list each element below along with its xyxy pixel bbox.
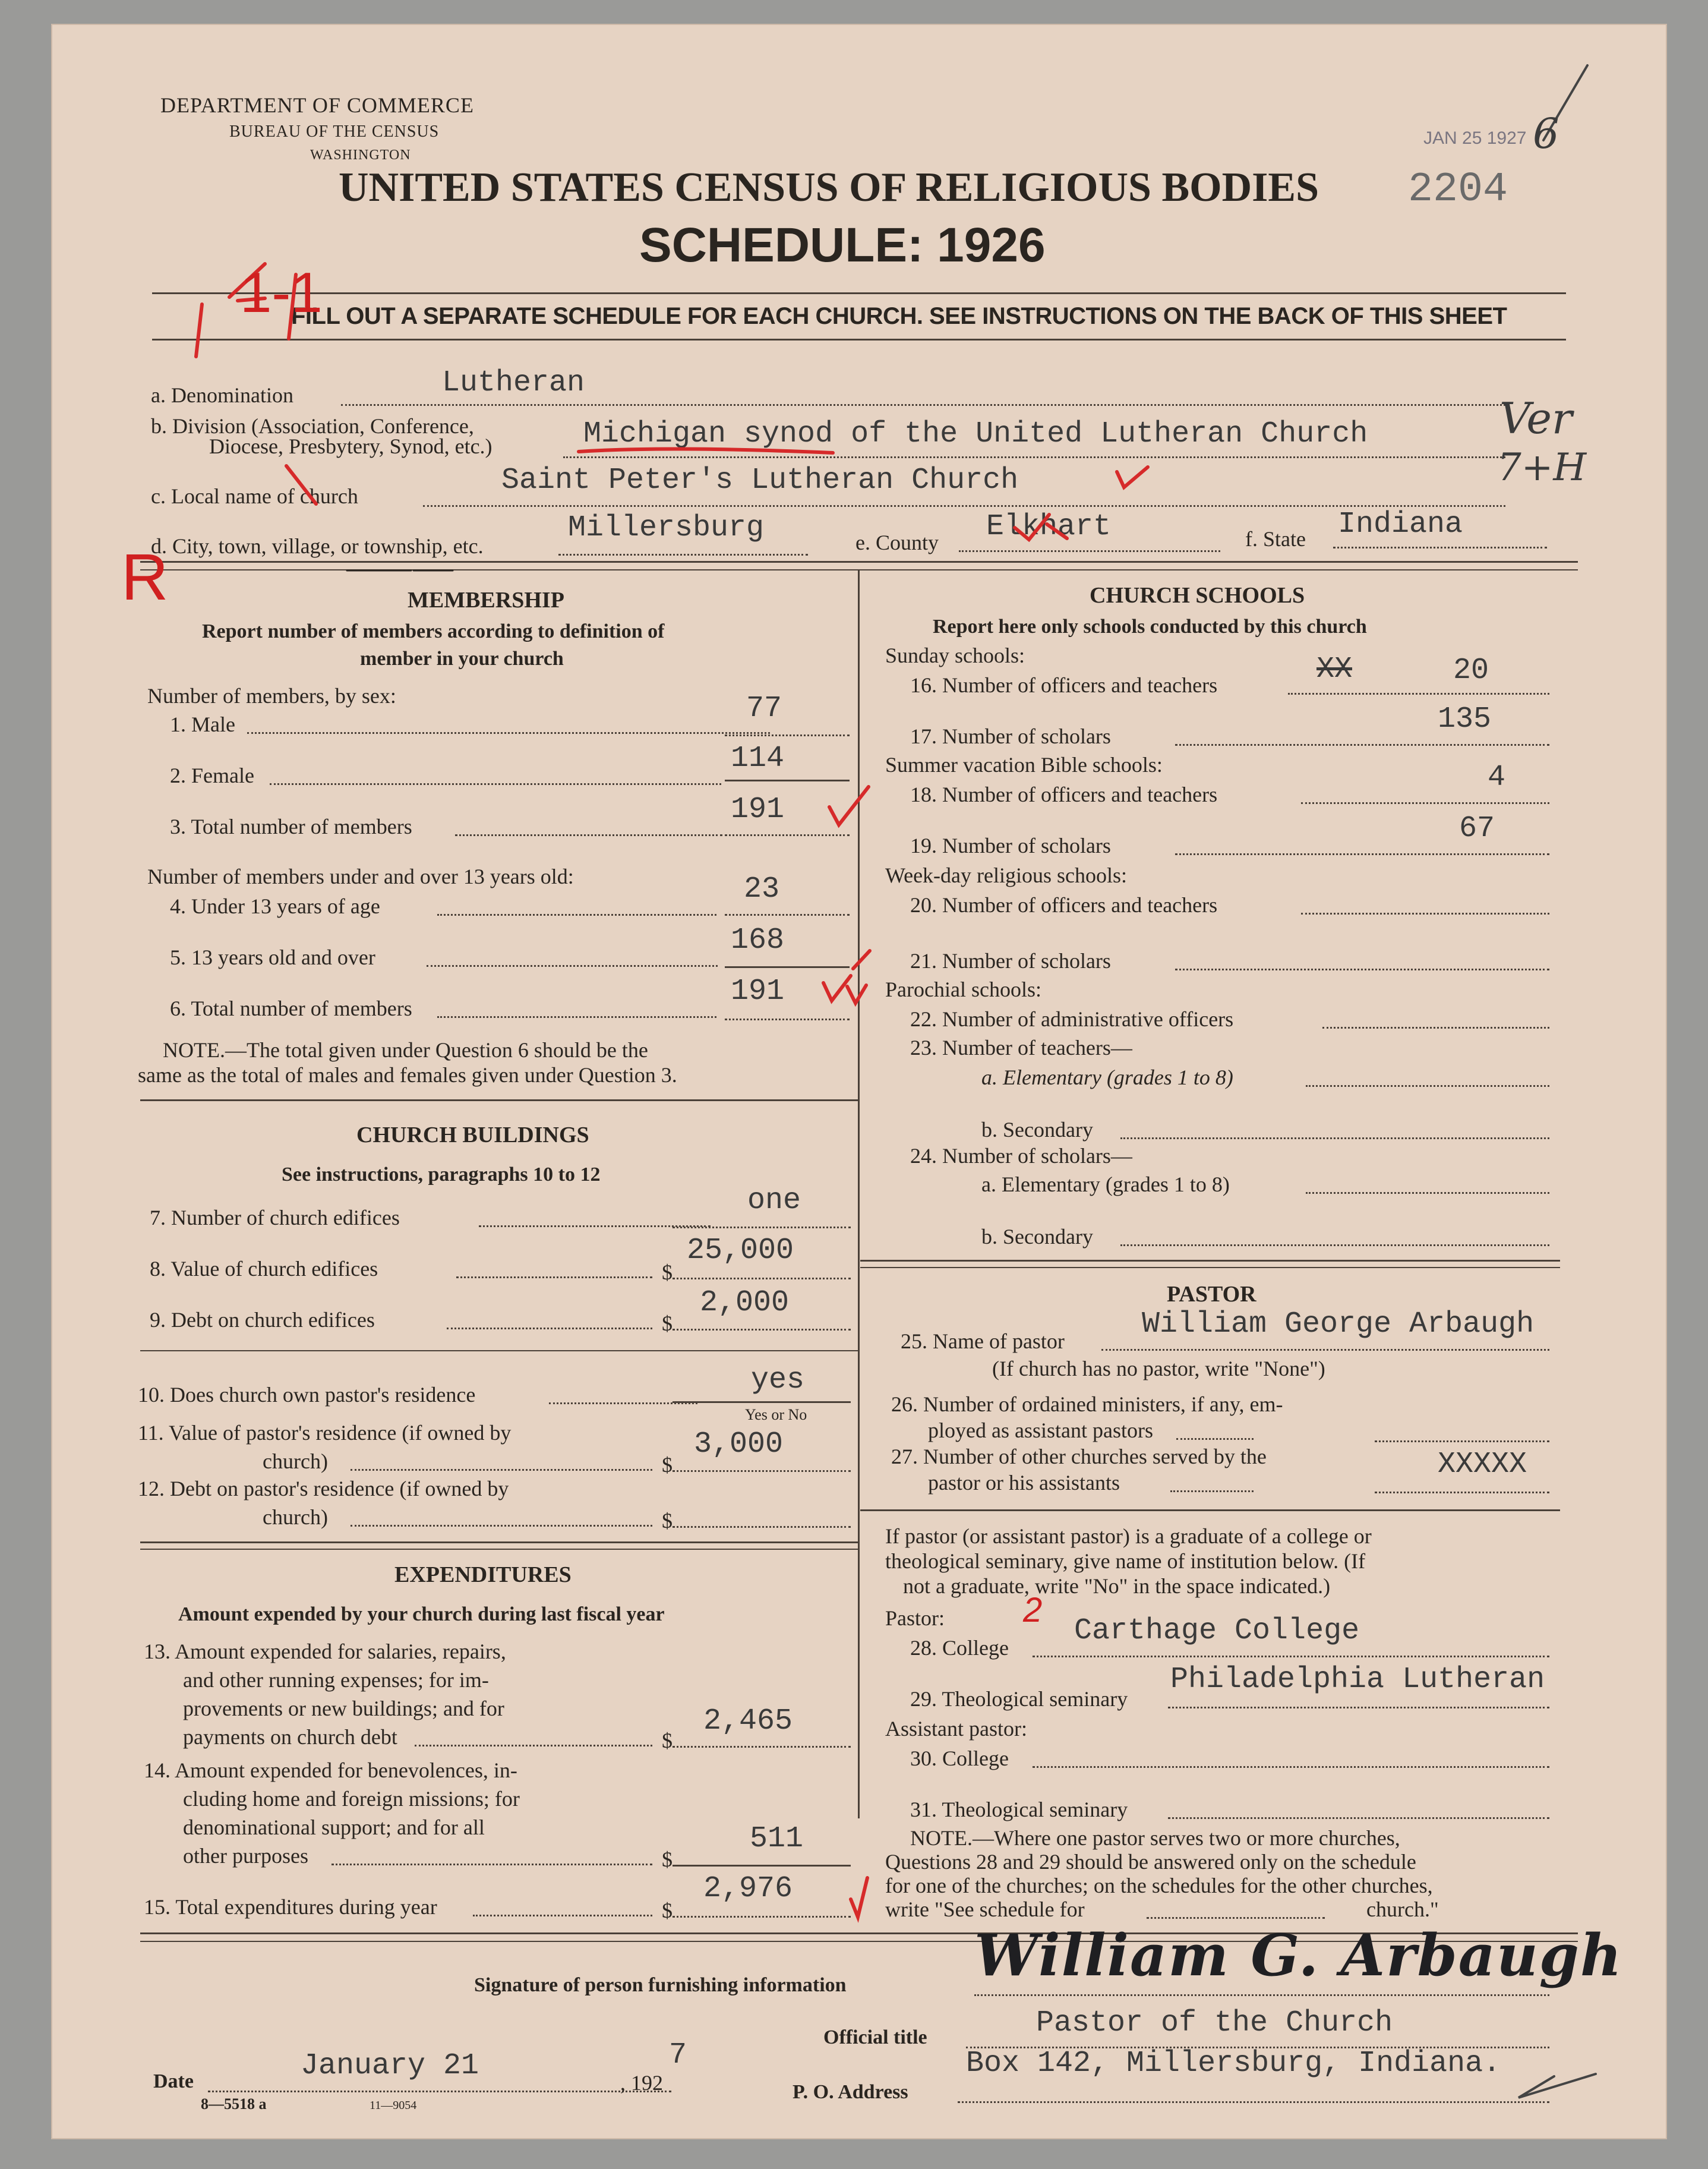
signature-label: Signature of person furnishing information: [474, 1974, 847, 1996]
yes-or-no-hint: Yes or No: [745, 1406, 807, 1423]
membership-heading: MEMBERSHIP: [408, 588, 564, 613]
red-pastor-mark: 2: [1023, 1591, 1043, 1629]
q28-label: 28. College: [910, 1636, 1009, 1660]
local-name-value[interactable]: Saint Peter's Lutheran Church: [501, 464, 1019, 497]
q1-label: 1. Male: [170, 713, 235, 736]
q13-value[interactable]: 2,465: [703, 1704, 793, 1738]
division-underline: [579, 449, 833, 453]
graduate-note-3: not a graduate, write "No" in the space indicated.): [903, 1574, 1331, 1598]
date-label: Date: [153, 2070, 194, 2092]
q6-label: 6. Total number of members: [170, 997, 412, 1020]
pastor-note-5: church.": [1366, 1897, 1439, 1921]
q13-label-3: provements or new buildings; and for: [183, 1697, 504, 1720]
q23b-label: b. Secondary: [981, 1118, 1093, 1142]
q12-label-2: church): [263, 1505, 328, 1529]
membership-sub-2: member in your church: [360, 648, 564, 670]
q11-value[interactable]: 3,000: [694, 1427, 784, 1461]
q7-label: 7. Number of church edifices: [150, 1206, 400, 1229]
q9-label: 9. Debt on church edifices: [150, 1308, 375, 1332]
q3-value[interactable]: 191: [731, 793, 785, 827]
q8-label: 8. Value of church edifices: [150, 1257, 378, 1281]
q29-label: 29. Theological seminary: [910, 1687, 1128, 1711]
q23a-label: a. Elementary (grades 1 to 8): [981, 1065, 1233, 1089]
pastor-heading: PASTOR: [1167, 1282, 1256, 1307]
q26-label-2: ployed as assistant pastors: [928, 1418, 1153, 1442]
date-value[interactable]: January 21: [301, 2049, 479, 2083]
q27-label: 27. Number of other churches served by the: [891, 1445, 1267, 1468]
census-form-sheet: [51, 24, 1667, 2139]
instruction-line: FILL OUT A SEPARATE SCHEDULE FOR EACH CHURCH. SEE INSTRUCTIONS ON THE BACK OF THIS SHEET: [291, 303, 1507, 329]
county-value[interactable]: Elkhart: [986, 510, 1112, 544]
red-mark-stroke: [196, 304, 202, 357]
q11-label: 11. Value of pastor's residence (if owned by: [138, 1421, 512, 1445]
q5-value[interactable]: 168: [731, 923, 785, 957]
state-value[interactable]: Indiana: [1338, 507, 1463, 541]
print-number: 11—9054: [370, 2099, 417, 2112]
q18-label: 18. Number of officers and teachers: [910, 783, 1218, 806]
pastor-note-2: Questions 28 and 29 should be answered only on the schedule: [885, 1850, 1416, 1874]
q16-value[interactable]: 20: [1453, 654, 1489, 688]
red-mark-stroke: [286, 466, 316, 504]
q18-value[interactable]: 4: [1488, 761, 1506, 795]
q25-label: 25. Name of pastor: [901, 1329, 1065, 1353]
q13-label-4: payments on church debt: [183, 1725, 397, 1749]
q5-label: 5. 13 years old and over: [170, 945, 375, 969]
signature: William G. Arbaugh: [974, 1922, 1623, 1989]
q1-value[interactable]: 77: [746, 692, 782, 726]
q14-label-3: denominational support; and for all: [183, 1815, 485, 1839]
bureau-label: BUREAU OF THE CENSUS: [229, 122, 440, 141]
check-mark: [851, 1878, 867, 1917]
pencil-ver-mark: Ver: [1499, 393, 1573, 443]
q15-value[interactable]: 2,976: [703, 1872, 793, 1906]
q25-value[interactable]: William George Arbaugh: [1142, 1307, 1535, 1341]
q20-label: 20. Number of officers and teachers: [910, 893, 1218, 917]
q27-label-2: pastor or his assistants: [928, 1471, 1120, 1495]
city-label: d. City, town, village, or township, etc.: [151, 534, 484, 558]
denomination-label: a. Denomination: [151, 383, 293, 407]
division-label: b. Division (Association, Conference,: [151, 414, 474, 438]
q25-hint: (If church has no pastor, write "None"): [992, 1357, 1325, 1380]
q13-label: 13. Amount expended for salaries, repairs,: [144, 1640, 506, 1663]
graduate-note-2: theological seminary, give name of institution below. (If: [885, 1549, 1366, 1573]
q24b-label: b. Secondary: [981, 1225, 1093, 1249]
summer-schools-label: Summer vacation Bible schools:: [885, 753, 1163, 777]
q4-label: 4. Under 13 years of age: [170, 894, 380, 918]
q3-label: 3. Total number of members: [170, 815, 412, 838]
division-value[interactable]: Michigan synod of the United Lutheran Church: [583, 417, 1368, 451]
received-date-stamp: JAN 25 1927: [1423, 128, 1527, 148]
buildings-sub: See instructions, paragraphs 10 to 12: [282, 1164, 601, 1186]
membership-sub-1: Report number of members according to definition of: [202, 620, 665, 642]
q2-value[interactable]: 114: [731, 742, 785, 775]
division-label-2: Diocese, Presbytery, Synod, etc.): [209, 434, 492, 458]
form-title: UNITED STATES CENSUS OF RELIGIOUS BODIES: [339, 165, 1319, 210]
q14-label-4: other purposes: [183, 1844, 308, 1868]
buildings-heading: CHURCH BUILDINGS: [356, 1123, 589, 1147]
q13-label-2: and other running expenses; for im-: [183, 1668, 489, 1692]
pencil-corner-mark: 6: [1533, 109, 1559, 158]
expenditures-sub: Amount expended by your church during last fiscal year: [178, 1603, 665, 1625]
check-mark: [829, 787, 869, 825]
local-name-label: c. Local name of church: [151, 484, 358, 508]
membership-note-1: NOTE.—The total given under Question 6 should be the: [163, 1038, 648, 1062]
parochial-schools-label: Parochial schools:: [885, 978, 1041, 1001]
q22-label: 22. Number of administrative officers: [910, 1007, 1234, 1031]
q14-dollar: $: [662, 1848, 673, 1871]
schools-heading: CHURCH SCHOOLS: [1090, 583, 1305, 608]
pastor-note-4: write "See schedule for: [885, 1897, 1085, 1921]
pencil-marks-overlay: [51, 24, 1667, 2139]
q16-struck-value: XX: [1316, 652, 1353, 686]
pastor-sublabel: Pastor:: [885, 1606, 945, 1630]
q13-dollar: $: [662, 1729, 673, 1752]
red-pencil-mark: 1-1: [240, 261, 323, 324]
stamp-number: 2204: [1408, 166, 1508, 213]
q10-label: 10. Does church own pastor's residence: [138, 1383, 476, 1407]
q17-label: 17. Number of scholars: [910, 724, 1111, 748]
q11-dollar: $: [662, 1453, 673, 1477]
expenditures-heading: EXPENDITURES: [394, 1562, 572, 1587]
q23-label: 23. Number of teachers—: [910, 1036, 1132, 1060]
weekday-schools-label: Week-day religious schools:: [885, 863, 1128, 887]
po-address-label: P. O. Address: [793, 2081, 908, 2103]
by-age-label: Number of members under and over 13 years old:: [147, 865, 574, 888]
check-mark: [823, 976, 866, 1003]
check-mark: [1015, 515, 1067, 540]
q9-dollar: $: [662, 1312, 673, 1335]
q28-value[interactable]: Carthage College: [1074, 1614, 1360, 1648]
q11-label-2: church): [263, 1449, 328, 1473]
official-title-value[interactable]: Pastor of the Church: [1036, 2006, 1393, 2040]
sunday-schools-label: Sunday schools:: [885, 644, 1025, 667]
q9-value[interactable]: 2,000: [700, 1286, 790, 1320]
graduate-note-1: If pastor (or assistant pastor) is a graduate of a college or: [885, 1524, 1372, 1548]
q30-label: 30. College: [910, 1746, 1009, 1770]
q19-value[interactable]: 67: [1459, 812, 1495, 846]
q6-value[interactable]: 191: [731, 975, 785, 1008]
q15-dollar: $: [662, 1899, 673, 1922]
q12-label: 12. Debt on pastor's residence (if owned by: [138, 1477, 509, 1500]
q17-value[interactable]: 135: [1438, 702, 1492, 736]
q8-value[interactable]: 25,000: [687, 1234, 794, 1268]
year-digit[interactable]: 7: [669, 2038, 687, 2072]
q7-value[interactable]: one: [747, 1184, 801, 1218]
q2-label: 2. Female: [170, 764, 254, 787]
q16-label: 16. Number of officers and teachers: [910, 673, 1218, 697]
assistant-sublabel: Assistant pastor:: [885, 1717, 1027, 1741]
official-title-label: Official title: [823, 2026, 927, 2048]
q27-value[interactable]: XXXXX: [1438, 1448, 1527, 1481]
check-mark: [1117, 467, 1148, 487]
q21-label: 21. Number of scholars: [910, 949, 1111, 973]
q15-label: 15. Total expenditures during year: [144, 1895, 437, 1919]
by-sex-label: Number of members, by sex:: [147, 684, 396, 708]
q24a-label: a. Elementary (grades 1 to 8): [981, 1172, 1230, 1196]
schedule-title: SCHEDULE: 1926: [639, 218, 1046, 272]
red-mark-stroke: [853, 951, 870, 969]
membership-note-2: same as the total of males and females given under Question 3.: [138, 1063, 677, 1087]
q29-value[interactable]: Philadelphia Lutheran: [1170, 1663, 1545, 1697]
city-value[interactable]: Millersburg: [568, 511, 765, 545]
form-number: 8—5518 a: [201, 2095, 267, 2113]
state-label: f. State: [1245, 527, 1306, 551]
q14-value[interactable]: 511: [750, 1822, 804, 1856]
washington-label: WASHINGTON: [310, 147, 411, 163]
q26-label: 26. Number of ordained ministers, if any, em-: [891, 1392, 1283, 1416]
q19-label: 19. Number of scholars: [910, 834, 1111, 857]
schools-sub: Report here only schools conducted by this church: [933, 616, 1367, 638]
q31-label: 31. Theological seminary: [910, 1798, 1128, 1821]
county-label: e. County: [855, 531, 939, 554]
q8-dollar: $: [662, 1260, 673, 1284]
q14-label: 14. Amount expended for benevolences, in-: [144, 1758, 517, 1782]
q14-label-2: cluding home and foreign missions; for: [183, 1787, 520, 1811]
pencil-number-mark: 7+H: [1497, 446, 1587, 490]
q12-dollar: $: [662, 1509, 673, 1533]
red-r-mark: R: [121, 541, 169, 614]
department-label: DEPARTMENT OF COMMERCE: [160, 93, 474, 117]
pastor-note-1: NOTE.—Where one pastor serves two or more churches,: [910, 1826, 1400, 1850]
year-prefix: , 192: [620, 2071, 663, 2095]
q4-value[interactable]: 23: [744, 872, 780, 906]
denomination-value[interactable]: Lutheran: [442, 366, 585, 400]
po-address-value[interactable]: Box 142, Millersburg, Indiana.: [966, 2047, 1501, 2080]
q10-value[interactable]: yes: [751, 1363, 805, 1397]
pencil-check-mark: [1518, 2074, 1596, 2098]
q24-label: 24. Number of scholars—: [910, 1144, 1132, 1168]
pastor-note-3: for one of the churches; on the schedules for the other churches,: [885, 1874, 1433, 1897]
